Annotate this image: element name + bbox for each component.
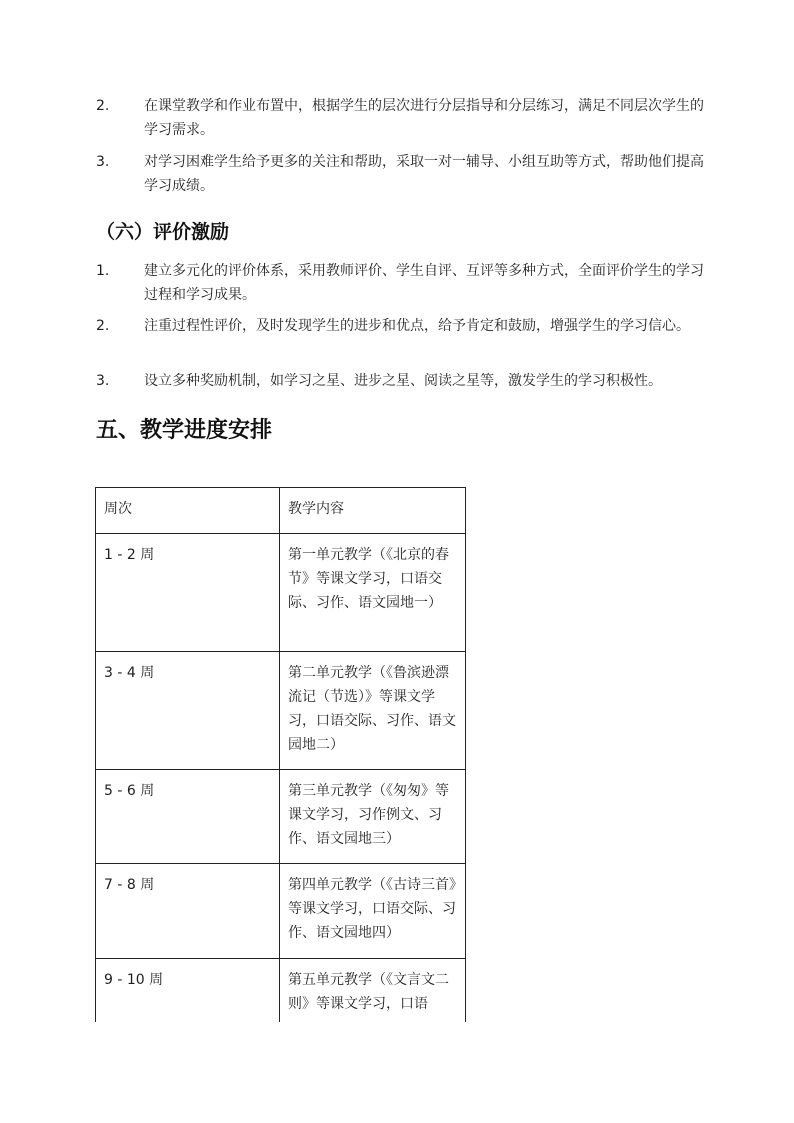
list-item-number: 2. <box>96 98 110 114</box>
list-item-number: 3. <box>96 373 110 389</box>
schedule-table <box>95 487 466 1022</box>
table-cell-week: 1 - 2 周 <box>96 534 280 652</box>
list-item-text: 在课堂教学和作业布置中，根据学生的层次进行分层指导和分层练习，满足不同层次学生的学习需求。 <box>144 98 704 138</box>
section-heading-evaluation: （六）评价激励 <box>96 221 230 243</box>
table-header-row <box>96 488 466 534</box>
table-cell-week: 9 - 10 周 <box>96 959 280 1023</box>
table-row <box>96 959 466 1023</box>
table-cell-content: 第二单元教学（《鲁滨逊漂流记（节选）》等课文学习，口语交际、习作、语文园地二） <box>280 652 466 770</box>
table-cell-content: 第四单元教学（《古诗三首》等课文学习，口语交际、习作、语文园地四） <box>280 864 466 959</box>
table-cell-content: 第一单元教学（《北京的春节》等课文学习，口语交际、习作、语文园地一） <box>280 534 466 652</box>
table-row <box>96 652 466 770</box>
table-cell-content: 第三单元教学（《匆匆》等课文学习，习作例文、习作、语文园地三） <box>280 770 466 864</box>
list-item-text: 建立多元化的评价体系，采用教师评价、学生自评、互评等多种方式，全面评价学生的学习过程和学习成果。 <box>144 263 704 303</box>
table-cell-content: 第五单元教学（《文言文二则》等课文学习，口语 <box>280 959 466 1023</box>
table-header-week: 周次 <box>96 488 280 534</box>
list-item-text: 注重过程性评价，及时发现学生的进步和优点，给予肯定和鼓励，增强学生的学习信心。 <box>144 318 690 334</box>
list-item-number: 3. <box>96 154 110 170</box>
table-row <box>96 534 466 652</box>
table-row <box>96 770 466 864</box>
table-cell-week: 7 - 8 周 <box>96 864 280 959</box>
table-header-content: 教学内容 <box>280 488 466 534</box>
table-cell-week: 5 - 6 周 <box>96 770 280 864</box>
list-item-text: 对学习困难学生给予更多的关注和帮助，采取一对一辅导、小组互助等方式，帮助他们提高学习成绩。 <box>144 154 704 194</box>
list-item-text: 设立多种奖励机制，如学习之星、进步之星、阅读之星等，激发学生的学习积极性。 <box>144 373 662 389</box>
table-cell-week: 3 - 4 周 <box>96 652 280 770</box>
table-row <box>96 864 466 959</box>
section-heading-schedule: 五、教学进度安排 <box>96 418 273 443</box>
list-item-number: 2. <box>96 318 110 334</box>
list-item-number: 1. <box>96 263 110 279</box>
